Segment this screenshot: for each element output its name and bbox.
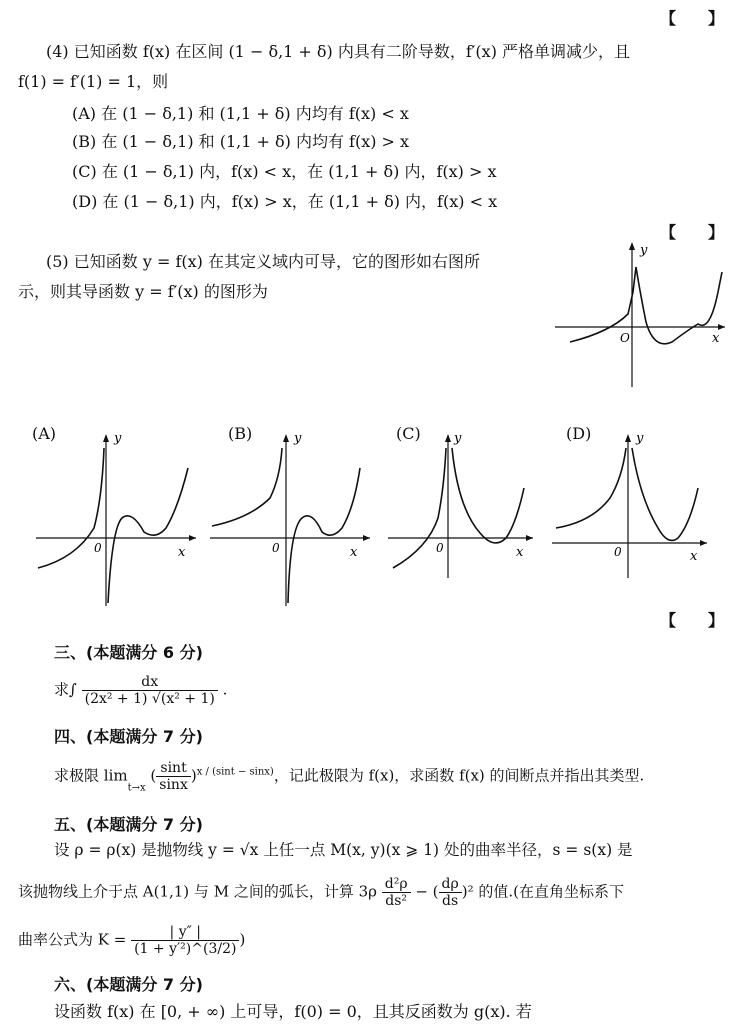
limit-exponent: x / (sint − sinx) (196, 766, 274, 778)
section-6-line1: 设函数 f(x) 在 [0, + ∞) 上可导，f(0) = 0，且其反函数为 g(x). 若 (54, 1002, 532, 1021)
svg-text:x: x (516, 545, 524, 560)
graph-a-curve-right (108, 468, 188, 603)
integral-denominator: (2x² + 1) √(x² + 1) (84, 691, 215, 707)
svg-text:x: x (690, 549, 698, 564)
q4-option-a: (A) 在 (1 − δ,1) 和 (1,1 + δ) 内均有 f(x) < x (72, 104, 409, 123)
limit-prefix: 求极限 lim (54, 766, 128, 785)
graph-b-curve-left (212, 448, 282, 526)
q4-line1: (4) 已知函数 f(x) 在区间 (1 − δ,1 + δ) 内具有二阶导数，f′(x) 严格单调减少，且 (46, 42, 631, 61)
section-4-heading: 四、(本题满分 7 分) (54, 727, 203, 746)
svg-text:x: x (350, 545, 358, 560)
q4-option-d: (D) 在 (1 − δ,1) 内，f(x) > x，在 (1,1 + δ) 内，f(x) < x (72, 192, 498, 211)
limit-subscript: t→x (127, 782, 146, 794)
graph-a-label: (A) (32, 424, 57, 443)
graph-c (388, 428, 538, 608)
main-origin-label: O (620, 331, 630, 345)
graph-b (210, 428, 375, 608)
section-6-heading: 六、(本题满分 7 分) (54, 975, 203, 994)
svg-text:y: y (294, 431, 302, 446)
main-x-label: x (712, 331, 720, 346)
section-5-line1: 设 ρ = ρ(x) 是抛物线 y = √x 上任一点 M(x, y)(x ⩾ 1) 处的曲率半径，s = s(x) 是 (54, 841, 633, 859)
main-y-label: y (640, 243, 648, 258)
q4-option-c: (C) 在 (1 − δ,1) 内，f(x) < x，在 (1,1 + δ) 内，f(x) > x (72, 162, 497, 181)
answer-bracket-top: 【 】 (660, 9, 725, 28)
limit-fraction: $\frac{\sin t}{\sin x}$ (156, 760, 191, 793)
graph-b-curve-right (288, 468, 360, 603)
main-curve (570, 267, 722, 344)
svg-text:0: 0 (94, 541, 102, 555)
graph-c-label: (C) (396, 424, 421, 443)
main-y-arrow (629, 242, 635, 250)
q5-main-graph (550, 232, 730, 392)
svg-text:0: 0 (272, 541, 280, 555)
section-5-line3: 曲率公式为 K = $\frac{| y'' |}{\text{(1 + y′²)\textasciicircum{}(3/2)}}$ ) (18, 924, 246, 957)
q4-line2: f(1) = f′(1) = 1，则 (18, 72, 169, 91)
svg-text:0: 0 (614, 545, 622, 559)
section-5-line2: 该抛物线上介于点 A(1,1) 与 M 之间的弧长，计算 3ρ $\frac{\text{d²ρ}}{\text{ds²}}$ − ( $\frac{d\rho}{ds}$ )² 的值.(在直角坐标系下 (18, 876, 624, 909)
svg-text:x: x (178, 545, 186, 560)
section-5-heading: 五、(本题满分 7 分) (54, 815, 203, 834)
q5-line1: (5) 已知函数 y = f(x) 在其定义域内可导，它的图形如右图所 (46, 252, 480, 271)
limit-suffix: ，记此极限为 f(x)，求函数 f(x) 的间断点并指出其类型. (273, 766, 645, 785)
graph-d-curve-right (632, 448, 698, 540)
section-4-limit: 求极限 $\lim_{t\to x}$ ( $\frac{\sin t}{\sin x}$ )$^{x / (sint - sinx)}$，记此极限为 f(x)，求函数 f(x) 的间断点并指出其类型. (54, 760, 645, 794)
svg-text:y: y (454, 431, 462, 446)
graph-b-label: (B) (228, 424, 253, 443)
section-3-integral: 求∫ $\frac{dx}{\text{(2x² + 1) √(x² + 1)}}$ . (54, 674, 228, 707)
graph-c-curve-right (452, 448, 524, 543)
q5-line2: 示，则其导函数 y = f′(x) 的图形为 (18, 282, 268, 301)
main-x-arrow (718, 324, 725, 330)
q4-option-b: (B) 在 (1 − δ,1) 和 (1,1 + δ) 内均有 f(x) > x (72, 132, 410, 151)
section-3-heading: 三、(本题满分 6 分) (54, 643, 203, 662)
graph-d (552, 428, 712, 608)
integral-fraction (82, 674, 218, 707)
svg-text:y: y (114, 431, 122, 446)
graph-d-curve-left (556, 448, 626, 528)
svg-text:0: 0 (436, 541, 444, 555)
svg-text:y: y (636, 431, 644, 446)
graph-a (36, 428, 201, 608)
integral-prefix: 求∫ (54, 680, 77, 699)
graph-d-label: (D) (566, 424, 592, 443)
integral-numerator: dx (82, 674, 218, 691)
answer-bracket-q4: 【 】 (660, 223, 725, 242)
answer-bracket-q5: 【 】 (660, 611, 725, 630)
